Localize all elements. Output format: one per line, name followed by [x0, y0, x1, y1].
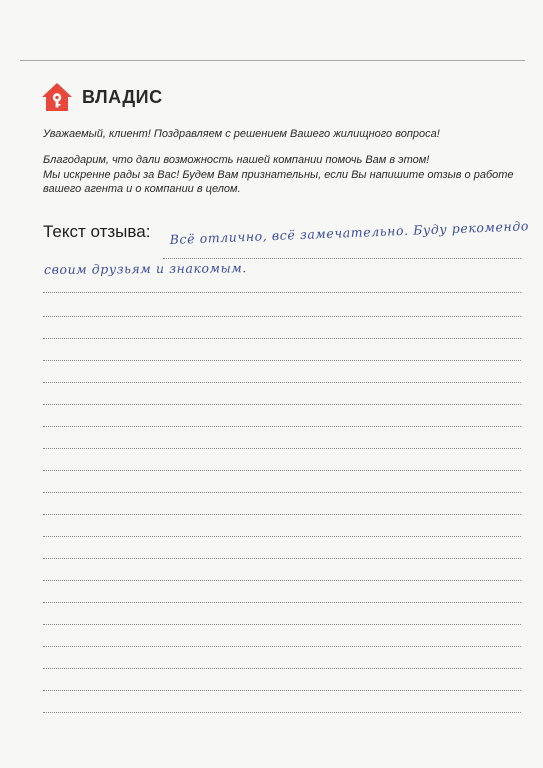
intro-line: Мы искренне рады за Вас! Будем Вам признательны, если Вы напишите отзыв о работе [43, 168, 514, 181]
writing-line [43, 580, 521, 581]
review-label: Текст отзыва: [43, 222, 151, 241]
writing-line [43, 558, 521, 559]
greeting-text: Уважаемый, клиент! Поздравляем с решением Вашего жилищного вопроса! [43, 128, 440, 140]
handwritten-review-line: своим друзьям и знакомым. [43, 260, 248, 277]
writing-line [43, 514, 521, 515]
handwritten-review-line: Всё отлично, всё замечательно. Буду рекомендо [169, 218, 530, 247]
intro-line: вашего агента и о компании в целом. [43, 183, 241, 195]
writing-line [43, 668, 521, 669]
writing-line [43, 646, 521, 647]
writing-line [163, 258, 521, 259]
writing-line [43, 360, 521, 361]
intro-line: Благодарим, что дали возможность нашей компании помочь Вам в этом! [43, 154, 430, 166]
review-writing-lines [43, 0, 521, 768]
writing-line [43, 448, 521, 449]
writing-line [43, 426, 521, 427]
writing-line [43, 316, 521, 317]
writing-line [43, 624, 521, 625]
writing-line [43, 404, 521, 405]
writing-line [43, 712, 521, 713]
writing-line [43, 690, 521, 691]
writing-line [43, 338, 521, 339]
writing-line [43, 492, 521, 493]
writing-line [43, 382, 521, 383]
writing-line [43, 470, 521, 471]
writing-line [43, 602, 521, 603]
brand-name: ВЛАДИС [82, 86, 163, 107]
writing-line [43, 292, 521, 293]
writing-line [43, 536, 521, 537]
